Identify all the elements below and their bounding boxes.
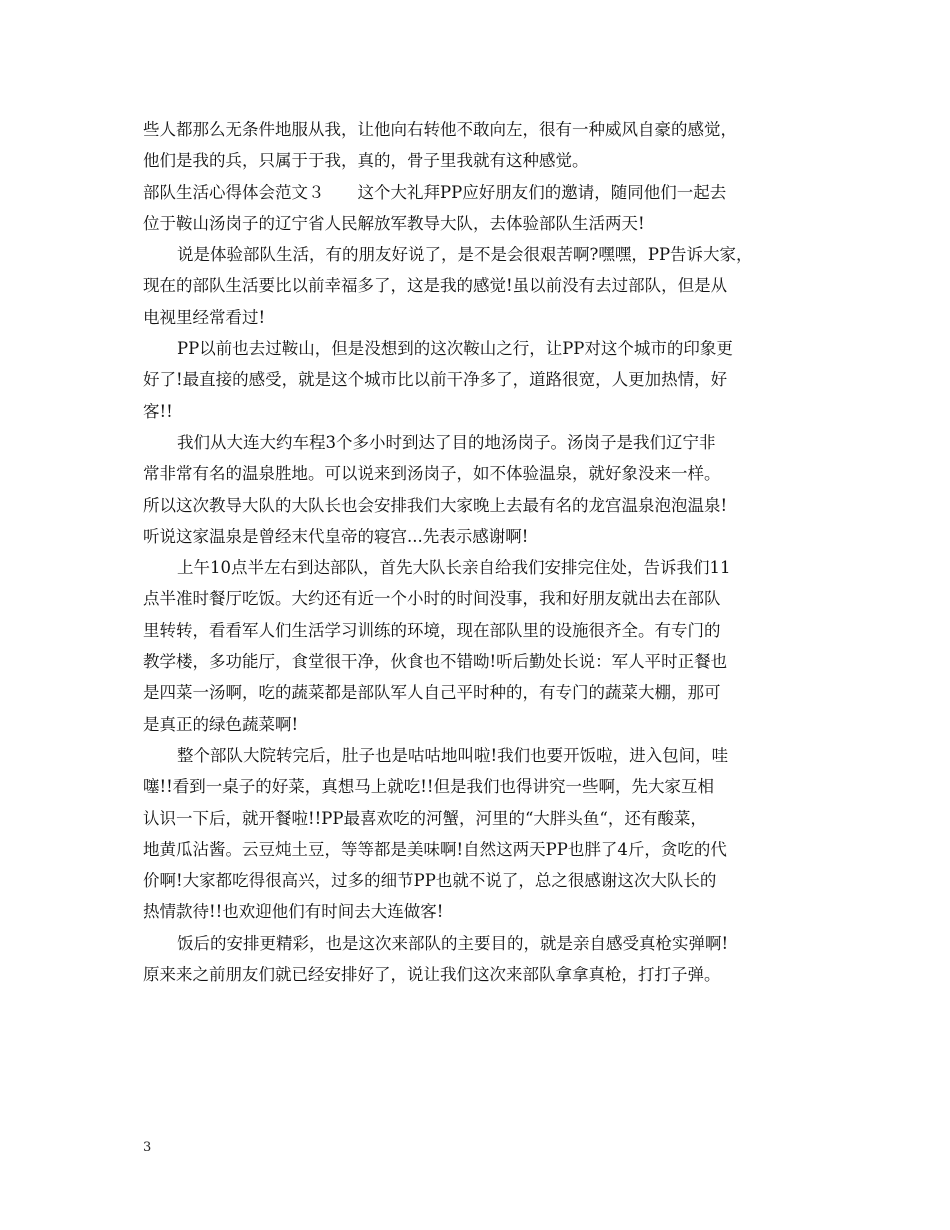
text-line: 说是体验部队生活，有的朋友好说了，是不是会很艰苦啊?嘿嘿，PP告诉大家， (177, 245, 753, 265)
text-line: 原来来之前朋友们就已经安排好了，说让我们这次来部队拿拿真枪，打打子弹。 (143, 965, 721, 985)
text-line: 认识一下后，就开餐啦!!PP最喜欢吃的河蟹，河里的“大胖头鱼“，还有酸菜， (143, 808, 707, 828)
text-line: 教学楼，多功能厅，食堂很干净，伙食也不错呦!听后勤处长说：军人平时正餐也 (143, 652, 728, 672)
text-line: 位于鞍山汤岗子的辽宁省人民解放军教导大队，去体验部队生活两天! (143, 213, 645, 233)
text-line: 所以这次教导大队的大队长也会安排我们大家晚上去最有名的龙宫温泉泡泡温泉! (143, 495, 728, 515)
text-line: 里转转，看看军人们生活学习训练的环境，现在部队里的设施很齐全。有专门的 (143, 620, 721, 640)
body-text (143, 114, 823, 990)
text-line: 客!! (143, 401, 173, 421)
text-line: 部队生活心得体会范文３ 这个大礼拜PP应好朋友们的邀请，随同他们一起去 (143, 182, 727, 202)
text-line: 整个部队大院转完后，肚子也是咕咕地叫啦!我们也要开饭啦，进入包间，哇 (177, 745, 729, 765)
text-line: 点半准时餐厅吃饭。大约还有近一个小时的时间没事，我和好朋友就出去在部队 (143, 589, 721, 609)
page-number: 3 (143, 1140, 152, 1155)
text-line: 好了!最直接的感受，就是这个城市比以前干净多了，道路很宽，人更加热情，好 (143, 370, 728, 390)
text-line: 是真正的绿色蔬菜啊! (143, 714, 299, 734)
text-line: 上午10点半左右到达部队，首先大队长亲自给我们安排完住处，告诉我们11 (177, 558, 731, 578)
text-line: 价啊!大家都吃得很高兴，过多的细节PP也就不说了，总之很感谢这次大队长的 (143, 871, 717, 891)
text-line: 热情款待!!也欢迎他们有时间去大连做客! (143, 902, 444, 922)
text-line: 常非常有名的温泉胜地。可以说来到汤岗子，如不体验温泉，就好象没来一样。 (143, 464, 721, 484)
text-line: 听说这家温泉是曾经末代皇帝的寝宫...先表示感谢啊! (143, 526, 529, 546)
text-line: 他们是我的兵，只属于于我，真的，骨子里我就有这种感觉。 (143, 151, 589, 171)
text-line: 现在的部队生活要比以前幸福多了，这是我的感觉!虽以前没有去过部队，但是从 (143, 276, 728, 296)
text-line: 噻!!看到一桌子的好菜，真想马上就吃!!但是我们也得讲究一些啊，先大家互相 (143, 777, 715, 797)
text-line: 我们从大连大约车程3个多小时到达了目的地汤岗子。汤岗子是我们辽宁非 (177, 432, 716, 452)
text-line: 些人都那么无条件地服从我，让他向右转他不敢向左，很有一种威风自豪的感觉， (143, 120, 737, 139)
text-line: 是四菜一汤啊，吃的蔬菜都是部队军人自己平时种的，有专门的蔬菜大棚，那可 (143, 683, 721, 703)
text-line: 电视里经常看过! (143, 307, 266, 327)
text-line: PP以前也去过鞍山，但是没想到的这次鞍山之行，让PP对这个城市的印象更 (177, 339, 733, 359)
text-line: 饭后的安排更精彩，也是这次来部队的主要目的，就是亲自感受真枪实弹啊! (177, 933, 729, 953)
text-line: 地黄瓜沾酱。云豆炖土豆，等等都是美味啊!自然这两天PP也胖了4斤，贪吃的代 (143, 839, 727, 859)
